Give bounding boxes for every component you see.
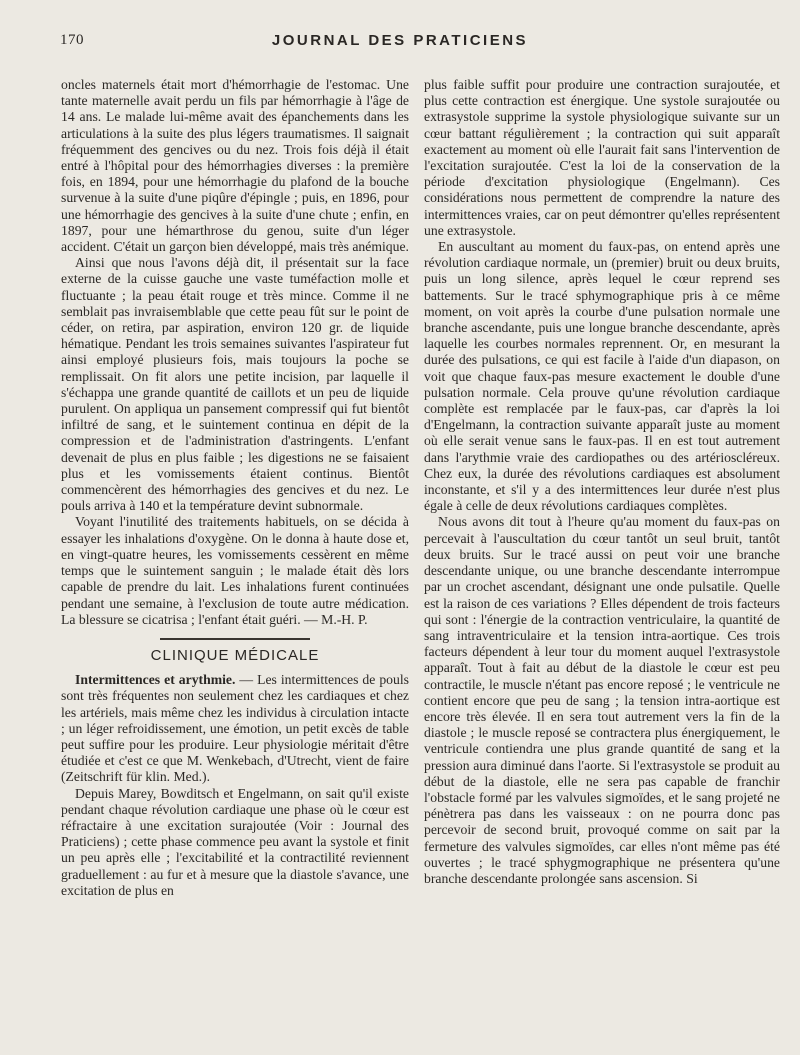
journal-title: JOURNAL DES PRATICIENS [271, 32, 529, 49]
page-header [0, 28, 800, 58]
paragraph: En auscultant au moment du faux-pas, on entend après une révolution cardiaque normale, un (premier) bruit ou deux bruits, puis un long silence, après lequel le cœur reprend ses battements. Sur le tracé sphymographique pris à ce même moment, on voit après la courbe d'une pulsation normale une branche ascendante, puis une longue branche descendante, après laquelle les courbes normales reprennent. Or, en mesurant la durée des pulsations, ce qui est facile à l'aide d'un diapason, on voit que chaque faux-pas mesure exactement le double d'une pulsation normale. Cela prouve qu'une révolution cardiaque complète est remplacée par le faux-pas, car d'après la loi d'Engelmann, la contraction suivante apparaît juste au moment où elle serait venue sans le faux-pas. Il en est tout autrement dans l'arythmie vraie des cardiopathes ou des artérioscléreux. Chez eux, la durée des révolutions cardiaques est absolument inconstante, et s'il y a des intermittences leur durée n'est plus égale à celle de deux révolutions cardiaques complètes. [424, 239, 780, 514]
paragraph: Nous avons dit tout à l'heure qu'au moment du faux-pas on percevait à l'auscultation du cœur tantôt un seul bruit, tantôt deux bruits. Sur le tracé aussi on peut voir une branche descendante unique, ou une branche descendante interrompue par un crochet ascendant, désignant une onde pulsatile. Quelle est la raison de ces variations ? Elles dépendent de trois facteurs qui sont : l'énergie de la contraction ventriculaire, la quantité de sang intraventriculaire et la tension intra-aortique. Ces trois facteurs dépendent à leur tour du moment auquel l'extrasystole apparaît. Tout à fait au début de la diastole le cœur est peu contractile, le muscle n'étant pas encore reposé ; le ventricule ne contient encore que peu de sang ; la tension intra-aortique est encore très élevée. Il en sera tout autrement vers la fin de la diastole ; le muscle reposé se contractera plus énergiquement, le ventricule contiendra une plus grande quantité de sang et la pression aura diminué dans l'aorte. Si l'extrasystole se produit au début de la diastole, elle ne sera pas capable de franchir l'obstacle formé par les valvules sigmoïdes, et le sang projeté ne pénètrera pas dans les vaisseaux : on ne pourra donc pas percevoir de second bruit, provoqué comme on sait par la fermeture des valvules sigmoïdes, car elles n'ont même pas été ouvertes ; le tracé sphygmographique ne présentera qu'une branche descendante prolongée sans ascension. Si [424, 514, 780, 886]
paragraph: oncles maternels était mort d'hémorrhagie de l'estomac. Une tante maternelle avait perdu un fils par hémorrhagie à l'âge de 14 ans. Le malade lui-même avait des épanchements dans les articulations à la suite des plus légers traumatismes. Il saignait fréquemment des gencives ou du nez. Trois fois déjà il était entré à l'hôpital pour des hémorrhagies diverses : la première fois, en 1894, pour une hémorrhagie du plafond de la bouche survenue à la suite d'une piqûre d'épingle ; puis, en 1896, pour une hémorrhagie des gencives à la suite d'une chute ; enfin, en 1897, pour une hémarthrose du genou, suite d'un léger accident. C'était un garçon bien développé, mais très anémique. [61, 77, 409, 255]
paragraph: Depuis Marey, Bowditsch et Engelmann, on sait qu'il existe pendant chaque révolution cardiaque une phase où le cœur est réfractaire à une excitation surajoutée (Voir : Journal des Praticiens) ; cette phase commence peu avant la systole et finit un peu après elle ; l'excitabilité et la contractilité reviennent graduellement : au fur et à mesure que la diastole s'avance, une excitation de plus en [61, 785, 409, 898]
article-title: Intermittences et arythmie. [75, 672, 236, 688]
page-number: 170 [60, 32, 84, 48]
article-intro: — Les intermittences de pouls sont très fréquentes non seulement chez les cardiaques et chez les artériels, mais même chez les individus à circulation intacte ; un léger refroidissement, une émotion, un petit excès de table peut suffire pour les produire. Leur physiologie méritait d'être étudiée et c'est ce que M. Wenkebach, d'Utrecht, vient de faire (Zeitschrift für klin. Med.). [61, 672, 409, 785]
paragraph: Ainsi que nous l'avons déjà dit, il présentait sur la face externe de la cuisse gauche une vaste tuméfaction molle et fluctuante ; la peau était rouge et très mince. Comme il ne semblait pas invraisemblable que cette peau fût sur le point de céder, on retira, par aspiration, environ 120 gr. de liquide hématique. Pendant les trois semaines suivantes l'aspirateur fut ainsi employé plusieurs fois, mais toujours la poche se remplissait. On fit alors une petite incision, par laquelle il s'échappa une grande quantité de caillots et un peu de liquide purulent. On appliqua un pansement compressif qui fut bientôt infiltré de sang, et le suintement continua en dépit de la compression et de l'administration d'astringents. L'enfant devenait de plus en plus faible ; les digestions ne se faisaient plus et les vomissements étaient continus. Bientôt commencèrent des hémorrhagies des gencives et du nez. Le pouls arriva à 140 et la température devint subnormale. [61, 255, 409, 514]
section-divider [160, 638, 310, 640]
left-column [61, 77, 409, 1041]
article-paragraph [61, 672, 409, 785]
right-column [424, 77, 780, 1041]
paragraph: plus faible suffit pour produire une contraction surajoutée, et plus cette contraction est énergique. Une systole surajoutée ou extrasystole supprime la systole physiologique suivante sur un cœur battant régulièrement ; la contraction qui suit apparaît exactement au moment où elle l'aurait fait sans l'intervention de l'excitation surajoutée. C'est la loi de la conservation de la période d'excitation physiologique (Engelmann). Ces considérations nous permettent de comprendre la nature des intermittences vraies, car on peut démontrer qu'elles représentent une extrasystole. [424, 77, 780, 238]
paragraph: Voyant l'inutilité des traitements habituels, on se décida à essayer les inhalations d'oxygène. On le donna à haute dose et, en vingt-quatre heures, les vomissements cessèrent en même temps que le suintement sanguin ; le malade était dès lors capable de prendre du lait. Les inhalations furent continuées pendant une semaine, à l'exclusion de toute autre médication. La blessure se cicatrisa ; l'enfant était guéri. — M.-H. P. [61, 514, 409, 627]
section-title: CLINIQUE MÉDICALE [150, 646, 320, 664]
